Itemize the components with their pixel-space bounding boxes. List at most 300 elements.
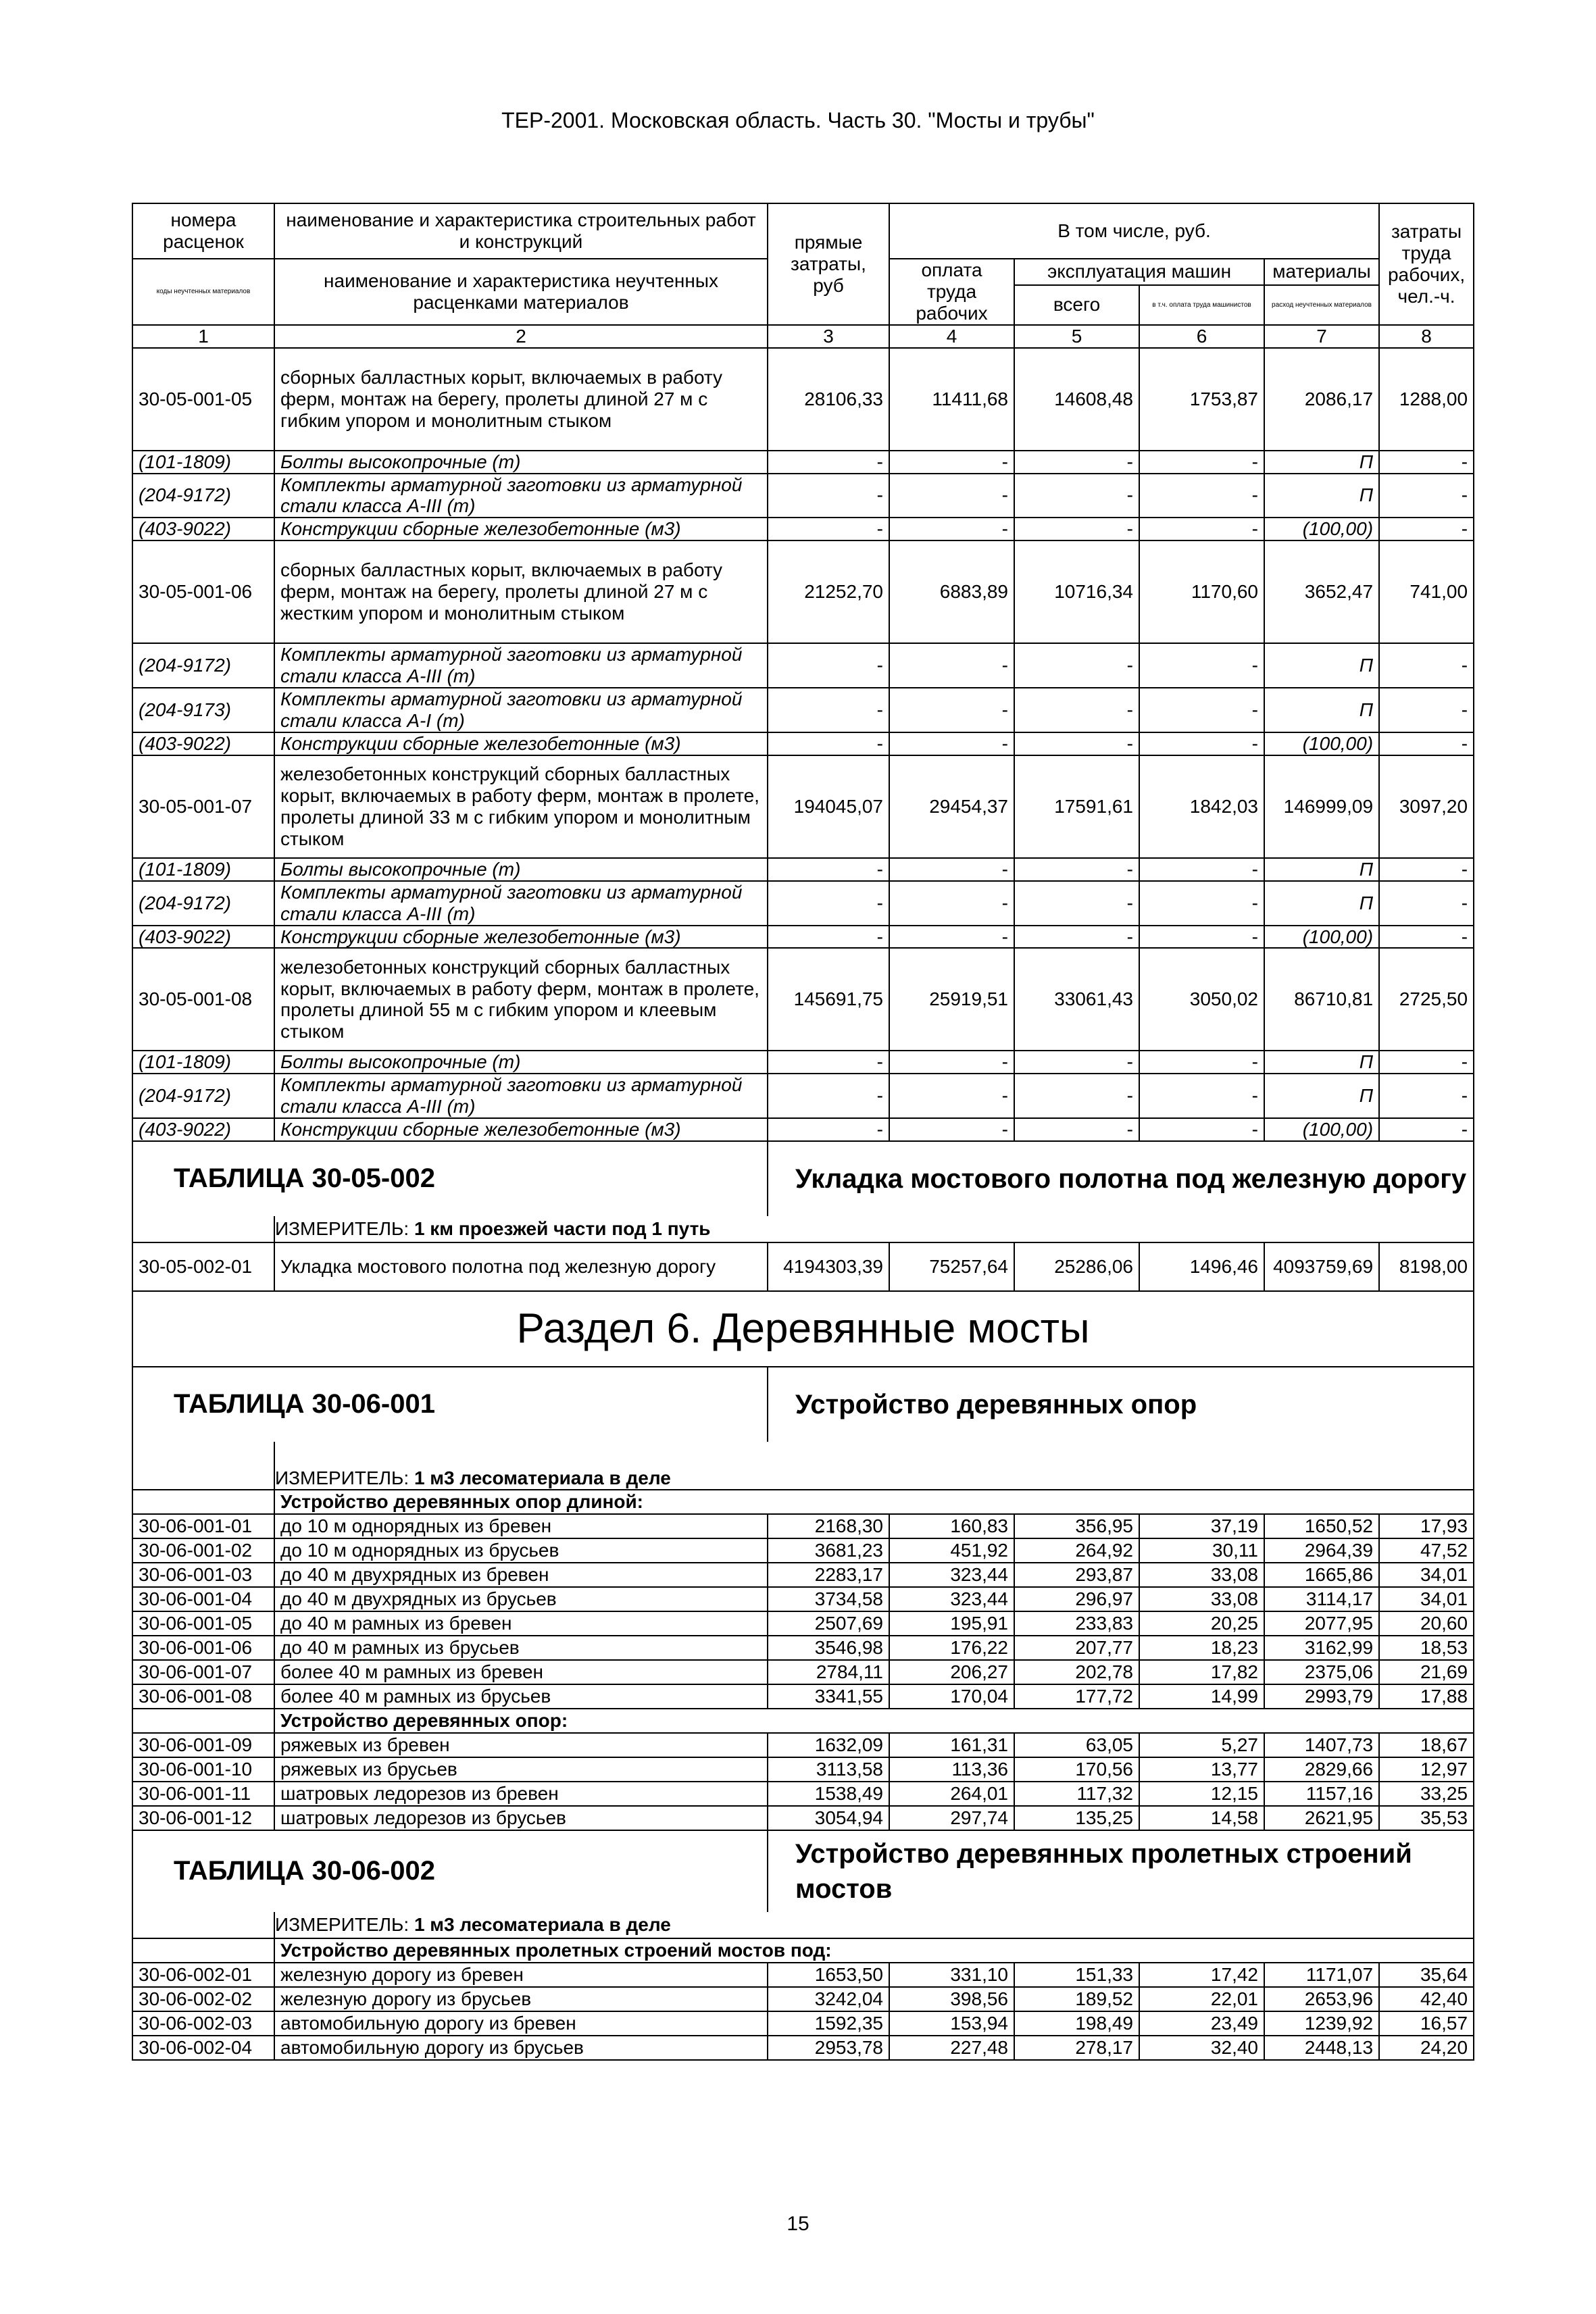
labor-cost: 8198,00 xyxy=(1379,1242,1474,1291)
material-row xyxy=(132,1051,1474,1074)
operator-pay: 37,19 xyxy=(1139,1514,1264,1538)
direct-costs: 194045,07 xyxy=(768,755,889,858)
dash: - xyxy=(1139,688,1264,732)
col-header-machines-total: всего xyxy=(1014,285,1139,325)
labor-cost: 34,01 xyxy=(1379,1563,1474,1587)
dash: - xyxy=(889,858,1014,881)
dash: - xyxy=(1139,451,1264,474)
rate-code: 30-06-001-11 xyxy=(132,1782,274,1806)
section-row xyxy=(132,1291,1474,1367)
labor-cost: 42,40 xyxy=(1379,1987,1474,2011)
dash: - xyxy=(768,451,889,474)
rate-code: 30-06-001-09 xyxy=(132,1733,274,1757)
direct-costs: 4194303,39 xyxy=(768,1242,889,1291)
rate-code: 30-05-002-01 xyxy=(132,1242,274,1291)
table-row xyxy=(132,1987,1474,2011)
material-name: Комплекты арматурной заготовки из арматурной стали класса А-I (т) xyxy=(274,688,768,732)
material-code: (403-9022) xyxy=(132,518,274,540)
material-amount: П xyxy=(1264,474,1379,518)
rate-code: 30-06-002-04 xyxy=(132,2036,274,2060)
labor-pay: 160,83 xyxy=(889,1514,1014,1538)
material-code: (204-9172) xyxy=(132,474,274,518)
direct-costs: 3341,55 xyxy=(768,1684,889,1709)
operator-pay: 23,49 xyxy=(1139,2011,1264,2036)
rate-name: железную дорогу из бревен xyxy=(274,1963,768,1987)
machines-total: 293,87 xyxy=(1014,1563,1139,1587)
labor-pay: 206,27 xyxy=(889,1660,1014,1684)
labor-cost: 24,20 xyxy=(1379,2036,1474,2060)
direct-costs: 3242,04 xyxy=(768,1987,889,2011)
materials: 1157,16 xyxy=(1264,1782,1379,1806)
spacer xyxy=(132,1442,274,1490)
rate-code: 30-06-001-10 xyxy=(132,1757,274,1782)
material-row xyxy=(132,858,1474,881)
dash: - xyxy=(768,1118,889,1141)
rate-name: железную дорогу из брусьев xyxy=(274,1987,768,2011)
dash: - xyxy=(889,1118,1014,1141)
direct-costs: 2168,30 xyxy=(768,1514,889,1538)
dash: - xyxy=(889,518,1014,540)
labor-pay: 11411,68 xyxy=(889,348,1014,451)
machines-total: 202,78 xyxy=(1014,1660,1139,1684)
labor-cost: 1288,00 xyxy=(1379,348,1474,451)
rate-name: до 10 м однорядных из брусьев xyxy=(274,1538,768,1563)
measurement-unit-value: 1 м3 лесоматериала в деле xyxy=(414,1914,671,1936)
rate-code: 30-06-001-05 xyxy=(132,1611,274,1636)
labor-pay: 195,91 xyxy=(889,1611,1014,1636)
labor-pay: 161,31 xyxy=(889,1733,1014,1757)
dash: - xyxy=(889,1074,1014,1118)
dash: - xyxy=(1014,451,1139,474)
rate-code: 30-06-002-02 xyxy=(132,1987,274,2011)
rate-code: 30-06-001-08 xyxy=(132,1684,274,1709)
table-row xyxy=(132,2011,1474,2036)
column-numbers-row xyxy=(132,325,1474,348)
labor-cost: 18,67 xyxy=(1379,1733,1474,1757)
rate-name: ряжевых из брусьев xyxy=(274,1757,768,1782)
dash: - xyxy=(1379,732,1474,755)
subheading-text: Устройство деревянных опор длиной: xyxy=(280,1491,643,1513)
dash: - xyxy=(1014,1118,1139,1141)
labor-cost: 741,00 xyxy=(1379,540,1474,643)
machines-total: 17591,61 xyxy=(1014,755,1139,858)
dash: - xyxy=(1014,474,1139,518)
dash: - xyxy=(1379,1051,1474,1074)
material-amount: П xyxy=(1264,881,1379,926)
subheading-row xyxy=(132,1709,1474,1733)
materials: 1665,86 xyxy=(1264,1563,1379,1587)
col-header-name-bottom: наименование и характеристика неучтенных расценками материалов xyxy=(274,259,768,325)
operator-pay: 17,82 xyxy=(1139,1660,1264,1684)
machines-total: 189,52 xyxy=(1014,1987,1139,2011)
operator-pay: 3050,02 xyxy=(1139,948,1264,1051)
rate-name: шатровых ледорезов из брусьев xyxy=(274,1806,768,1830)
labor-cost: 34,01 xyxy=(1379,1587,1474,1611)
materials: 1171,07 xyxy=(1264,1963,1379,1987)
labor-cost: 17,88 xyxy=(1379,1684,1474,1709)
labor-pay: 451,92 xyxy=(889,1538,1014,1563)
labor-pay: 331,10 xyxy=(889,1963,1014,1987)
spacer xyxy=(132,1912,274,1938)
rate-row xyxy=(132,348,1474,451)
rate-code: 30-06-001-02 xyxy=(132,1538,274,1563)
materials: 1407,73 xyxy=(1264,1733,1379,1757)
dash: - xyxy=(768,881,889,926)
dash: - xyxy=(889,474,1014,518)
labor-pay: 170,04 xyxy=(889,1684,1014,1709)
labor-pay: 6883,89 xyxy=(889,540,1014,643)
material-row xyxy=(132,643,1474,688)
col-header-labor-pay: оплата труда рабочих xyxy=(889,259,1014,325)
dash: - xyxy=(768,858,889,881)
material-row xyxy=(132,732,1474,755)
labor-cost: 12,97 xyxy=(1379,1757,1474,1782)
operator-pay: 32,40 xyxy=(1139,2036,1264,2060)
rate-row xyxy=(132,540,1474,643)
materials: 4093759,69 xyxy=(1264,1242,1379,1291)
machines-total: 207,77 xyxy=(1014,1636,1139,1660)
material-code: (204-9172) xyxy=(132,643,274,688)
operator-pay: 14,99 xyxy=(1139,1684,1264,1709)
labor-pay: 25919,51 xyxy=(889,948,1014,1051)
rate-code: 30-06-002-01 xyxy=(132,1963,274,1987)
material-amount: (100,00) xyxy=(1264,732,1379,755)
table-row xyxy=(132,1684,1474,1709)
direct-costs: 3113,58 xyxy=(768,1757,889,1782)
rate-row xyxy=(132,948,1474,1051)
direct-costs: 145691,75 xyxy=(768,948,889,1051)
operator-pay: 22,01 xyxy=(1139,1987,1264,2011)
labor-cost: 18,53 xyxy=(1379,1636,1474,1660)
dash: - xyxy=(1014,643,1139,688)
table-label xyxy=(132,1141,768,1216)
rate-name: до 40 м рамных из бревен xyxy=(274,1611,768,1636)
materials: 2621,95 xyxy=(1264,1806,1379,1830)
labor-pay: 75257,64 xyxy=(889,1242,1014,1291)
page-header: ТЕР-2001. Московская область. Часть 30. "Мосты и трубы" xyxy=(501,108,1095,132)
material-code: (101-1809) xyxy=(132,451,274,474)
labor-cost: 35,64 xyxy=(1379,1963,1474,1987)
dash: - xyxy=(768,926,889,949)
machines-total: 135,25 xyxy=(1014,1806,1139,1830)
labor-pay: 153,94 xyxy=(889,2011,1014,2036)
rate-code: 30-06-001-01 xyxy=(132,1514,274,1538)
spacer xyxy=(132,1709,274,1733)
measurement-unit xyxy=(274,1216,1474,1242)
material-amount: П xyxy=(1264,451,1379,474)
labor-pay: 323,44 xyxy=(889,1587,1014,1611)
material-amount: (100,00) xyxy=(1264,926,1379,949)
table-row xyxy=(132,1757,1474,1782)
table-title-row xyxy=(132,1367,1474,1442)
labor-pay: 113,36 xyxy=(889,1757,1014,1782)
dash: - xyxy=(768,1074,889,1118)
table-title-row xyxy=(132,1830,1474,1912)
labor-pay: 29454,37 xyxy=(889,755,1014,858)
operator-pay: 1842,03 xyxy=(1139,755,1264,858)
labor-pay: 227,48 xyxy=(889,2036,1014,2060)
direct-costs: 1592,35 xyxy=(768,2011,889,2036)
table-title: Устройство деревянных пролетных строений мостов xyxy=(768,1830,1474,1912)
rate-name: до 10 м однорядных из бревен xyxy=(274,1514,768,1538)
rate-name: ряжевых из бревен xyxy=(274,1733,768,1757)
measurement-unit-label: ИЗМЕРИТЕЛЬ: xyxy=(275,1914,409,1936)
direct-costs: 3054,94 xyxy=(768,1806,889,1830)
meter-row xyxy=(132,1442,1474,1490)
direct-costs: 1538,49 xyxy=(768,1782,889,1806)
column-number: 7 xyxy=(1264,325,1379,348)
table-row xyxy=(132,1636,1474,1660)
machines-total: 264,92 xyxy=(1014,1538,1139,1563)
col-header-code-bottom: коды неучтенных материалов xyxy=(132,259,274,325)
labor-cost: 47,52 xyxy=(1379,1538,1474,1563)
dash: - xyxy=(1379,1118,1474,1141)
operator-pay: 13,77 xyxy=(1139,1757,1264,1782)
section-title: Раздел 6. Деревянные мосты xyxy=(132,1291,1474,1367)
labor-pay: 398,56 xyxy=(889,1987,1014,2011)
dash: - xyxy=(768,688,889,732)
dash: - xyxy=(1014,1074,1139,1118)
machines-total: 233,83 xyxy=(1014,1611,1139,1636)
dash: - xyxy=(1139,1051,1264,1074)
dash: - xyxy=(1379,858,1474,881)
meter-row xyxy=(132,1216,1474,1242)
table-row xyxy=(132,1782,1474,1806)
material-name: Болты высокопрочные (т) xyxy=(274,451,768,474)
labor-pay: 264,01 xyxy=(889,1782,1014,1806)
material-name: Конструкции сборные железобетонные (м3) xyxy=(274,518,768,540)
material-code: (204-9173) xyxy=(132,688,274,732)
col-header-machines: эксплуатация машин xyxy=(1014,259,1264,285)
table-row xyxy=(132,1733,1474,1757)
rate-name: более 40 м рамных из брусьев xyxy=(274,1684,768,1709)
direct-costs: 2507,69 xyxy=(768,1611,889,1636)
measurement-unit-value: 1 км проезжей части под 1 путь xyxy=(414,1218,711,1240)
dash: - xyxy=(768,643,889,688)
subheading xyxy=(274,1709,1474,1733)
machines-total: 170,56 xyxy=(1014,1757,1139,1782)
material-amount: П xyxy=(1264,643,1379,688)
rate-code: 30-06-001-06 xyxy=(132,1636,274,1660)
table-title: Устройство деревянных опор xyxy=(768,1367,1474,1442)
table-label-text: ТАБЛИЦА 30-05-002 xyxy=(174,1163,435,1194)
rate-code: 30-06-001-03 xyxy=(132,1563,274,1587)
labor-cost: 35,53 xyxy=(1379,1806,1474,1830)
table-row xyxy=(132,1806,1474,1830)
material-name: Комплекты арматурной заготовки из арматурной стали класса А-III (т) xyxy=(274,881,768,926)
table-row xyxy=(132,1514,1474,1538)
materials: 2993,79 xyxy=(1264,1684,1379,1709)
table-title-row xyxy=(132,1141,1474,1216)
material-code: (403-9022) xyxy=(132,926,274,949)
dash: - xyxy=(1139,858,1264,881)
materials: 146999,09 xyxy=(1264,755,1379,858)
dash: - xyxy=(1379,926,1474,949)
material-amount: (100,00) xyxy=(1264,1118,1379,1141)
dash: - xyxy=(1139,881,1264,926)
table-title: Укладка мостового полотна под железную дорогу xyxy=(768,1141,1474,1216)
labor-cost: 16,57 xyxy=(1379,2011,1474,2036)
material-row xyxy=(132,451,1474,474)
material-amount: П xyxy=(1264,1051,1379,1074)
column-number: 8 xyxy=(1379,325,1474,348)
rate-name: сборных балластных корыт, включаемых в работу ферм, монтаж на берегу, пролеты длиной 27 м с гибким упором и монолитным стыком xyxy=(274,348,768,451)
rate-row xyxy=(132,1242,1474,1291)
material-row xyxy=(132,518,1474,540)
table-label-text: ТАБЛИЦА 30-06-001 xyxy=(174,1389,435,1419)
material-amount: П xyxy=(1264,688,1379,732)
rate-name: более 40 м рамных из бревен xyxy=(274,1660,768,1684)
rate-name: железобетонных конструкций сборных балластных корыт, включаемых в работу ферм, монтаж в пролете, пролеты длиной 55 м с гибким упором и клеевым стыком xyxy=(274,948,768,1051)
material-amount: П xyxy=(1264,858,1379,881)
material-row xyxy=(132,1074,1474,1118)
machines-total: 25286,06 xyxy=(1014,1242,1139,1291)
dash: - xyxy=(889,926,1014,949)
labor-cost: 33,25 xyxy=(1379,1782,1474,1806)
machines-total: 296,97 xyxy=(1014,1587,1139,1611)
machines-total: 278,17 xyxy=(1014,2036,1139,2060)
rate-code: 30-05-001-07 xyxy=(132,755,274,858)
material-amount: (100,00) xyxy=(1264,518,1379,540)
direct-costs: 2953,78 xyxy=(768,2036,889,2060)
operator-pay: 12,15 xyxy=(1139,1782,1264,1806)
dash: - xyxy=(768,732,889,755)
materials: 1239,92 xyxy=(1264,2011,1379,2036)
table-label-text: ТАБЛИЦА 30-06-002 xyxy=(174,1856,435,1886)
material-name: Конструкции сборные железобетонные (м3) xyxy=(274,732,768,755)
rate-code: 30-06-001-12 xyxy=(132,1806,274,1830)
dash: - xyxy=(1139,732,1264,755)
material-amount: П xyxy=(1264,1074,1379,1118)
operator-pay: 18,23 xyxy=(1139,1636,1264,1660)
col-header-operator-pay: в т.ч. оплата труда машинистов xyxy=(1139,285,1264,325)
rate-name: автомобильную дорогу из брусьев xyxy=(274,2036,768,2060)
labor-cost: 21,69 xyxy=(1379,1660,1474,1684)
table-label xyxy=(132,1830,768,1912)
machines-total: 10716,34 xyxy=(1014,540,1139,643)
spacer xyxy=(132,1938,274,1963)
rate-name: железобетонных конструкций сборных балластных корыт, включаемых в работу ферм, монтаж в пролете, пролеты длиной 33 м с гибким упором и монолитным стыком xyxy=(274,755,768,858)
measurement-unit-label: ИЗМЕРИТЕЛЬ: xyxy=(275,1218,409,1240)
dash: - xyxy=(1014,881,1139,926)
page-number: 15 xyxy=(787,2213,809,2235)
column-number: 5 xyxy=(1014,325,1139,348)
material-name: Комплекты арматурной заготовки из арматурной стали класса А-III (т) xyxy=(274,1074,768,1118)
column-number: 4 xyxy=(889,325,1014,348)
materials: 2964,39 xyxy=(1264,1538,1379,1563)
dash: - xyxy=(1379,451,1474,474)
measurement-unit-label: ИЗМЕРИТЕЛЬ: xyxy=(275,1467,409,1489)
dash: - xyxy=(1379,474,1474,518)
material-name: Комплекты арматурной заготовки из арматурной стали класса А-III (т) xyxy=(274,474,768,518)
col-header-name-top: наименование и характеристика строительных работ и конструкций xyxy=(274,203,768,259)
col-header-materials: материалы xyxy=(1264,259,1379,285)
materials: 2375,06 xyxy=(1264,1660,1379,1684)
dash: - xyxy=(768,1051,889,1074)
materials: 3114,17 xyxy=(1264,1587,1379,1611)
measurement-unit xyxy=(274,1442,1474,1490)
machines-total: 117,32 xyxy=(1014,1782,1139,1806)
table-row xyxy=(132,1660,1474,1684)
operator-pay: 1496,46 xyxy=(1139,1242,1264,1291)
dash: - xyxy=(768,518,889,540)
dash: - xyxy=(1014,518,1139,540)
direct-costs: 1632,09 xyxy=(768,1733,889,1757)
material-row xyxy=(132,688,1474,732)
dash: - xyxy=(889,688,1014,732)
materials: 2086,17 xyxy=(1264,348,1379,451)
rate-code: 30-05-001-08 xyxy=(132,948,274,1051)
rates-sheet xyxy=(132,203,1473,2061)
rate-name: до 40 м рамных из брусьев xyxy=(274,1636,768,1660)
direct-costs: 2784,11 xyxy=(768,1660,889,1684)
table-row xyxy=(132,1563,1474,1587)
material-code: (204-9172) xyxy=(132,881,274,926)
material-row xyxy=(132,881,1474,926)
rate-name: до 40 м двухрядных из брусьев xyxy=(274,1587,768,1611)
rates-table xyxy=(132,203,1474,2061)
measurement-unit xyxy=(274,1912,1474,1938)
table-row xyxy=(132,2036,1474,2060)
operator-pay: 20,25 xyxy=(1139,1611,1264,1636)
rate-code: 30-06-001-07 xyxy=(132,1660,274,1684)
dash: - xyxy=(889,643,1014,688)
dash: - xyxy=(889,732,1014,755)
table-row xyxy=(132,1611,1474,1636)
direct-costs: 3734,58 xyxy=(768,1587,889,1611)
material-code: (403-9022) xyxy=(132,732,274,755)
rate-name: автомобильную дорогу из бревен xyxy=(274,2011,768,2036)
col-header-including: В том числе, руб. xyxy=(889,203,1379,259)
subheading-row xyxy=(132,1938,1474,1963)
material-name: Конструкции сборные железобетонные (м3) xyxy=(274,1118,768,1141)
dash: - xyxy=(1139,926,1264,949)
rate-name: до 40 м двухрядных из бревен xyxy=(274,1563,768,1587)
materials: 3652,47 xyxy=(1264,540,1379,643)
dash: - xyxy=(1379,1074,1474,1118)
measurement-unit-value: 1 м3 лесоматериала в деле xyxy=(414,1467,671,1489)
column-number: 2 xyxy=(274,325,768,348)
direct-costs: 2283,17 xyxy=(768,1563,889,1587)
materials: 2829,66 xyxy=(1264,1757,1379,1782)
table-row xyxy=(132,1538,1474,1563)
material-name: Болты высокопрочные (т) xyxy=(274,858,768,881)
rate-row xyxy=(132,755,1474,858)
machines-total: 14608,48 xyxy=(1014,348,1139,451)
machines-total: 177,72 xyxy=(1014,1684,1139,1709)
subheading xyxy=(274,1490,1474,1514)
labor-cost: 2725,50 xyxy=(1379,948,1474,1051)
dash: - xyxy=(1014,732,1139,755)
subheading-text: Устройство деревянных пролетных строений мостов под: xyxy=(280,1940,832,1961)
dash: - xyxy=(1014,1051,1139,1074)
dash: - xyxy=(1014,688,1139,732)
dash: - xyxy=(1014,858,1139,881)
materials: 3162,99 xyxy=(1264,1636,1379,1660)
dash: - xyxy=(1379,643,1474,688)
dash: - xyxy=(1379,518,1474,540)
operator-pay: 33,08 xyxy=(1139,1587,1264,1611)
labor-cost: 3097,20 xyxy=(1379,755,1474,858)
col-header-labor-cost: затраты труда рабочих, чел.-ч. xyxy=(1379,203,1474,325)
subheading xyxy=(274,1938,1474,1963)
machines-total: 198,49 xyxy=(1014,2011,1139,2036)
col-header-direct-costs: прямые затраты, руб xyxy=(768,203,889,325)
material-name: Болты высокопрочные (т) xyxy=(274,1051,768,1074)
dash: - xyxy=(1139,474,1264,518)
subheading-row xyxy=(132,1490,1474,1514)
rate-code: 30-06-002-03 xyxy=(132,2011,274,2036)
